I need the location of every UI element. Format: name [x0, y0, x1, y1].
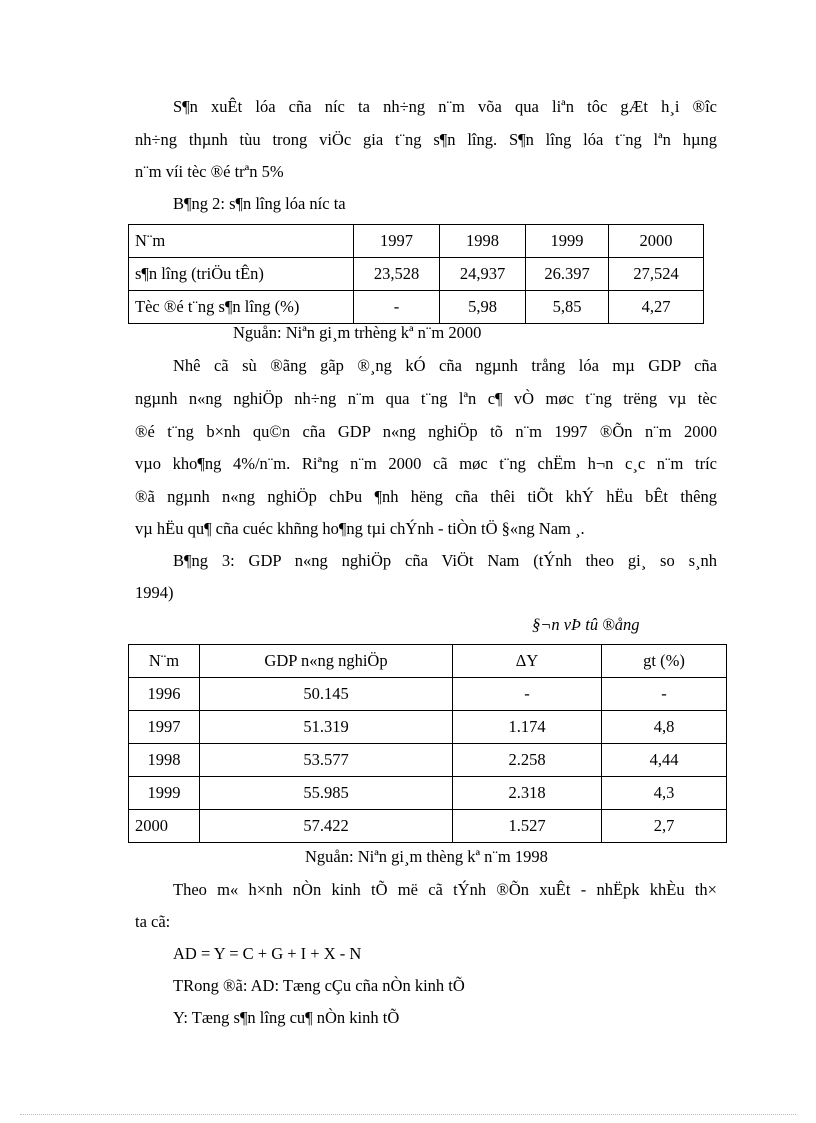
definition-y: Y: Tæng s¶n lîng cu¶ nÒn kinh tÕ — [173, 1008, 400, 1027]
para2-line1: Nhê cã sù ®ãng gãp ®¸ng kÓ cña ngµnh trång lóa mµ GDP cña — [173, 356, 717, 375]
table-cell: - — [453, 678, 602, 711]
table3-caption-line2: 1994) — [135, 583, 174, 602]
table-cell: 4,44 — [602, 744, 727, 777]
table-cell: 5,98 — [440, 291, 526, 324]
table-cell: 2000 — [609, 225, 704, 258]
table-cell: Tèc ®é t¨ng s¶n lîng (%) — [129, 291, 354, 324]
table-cell: s¶n lîng (triÖu tÊn) — [129, 258, 354, 291]
table-cell: GDP n«ng nghiÖp — [200, 645, 453, 678]
table-cell: 26.397 — [526, 258, 609, 291]
table-cell: 2.318 — [453, 777, 602, 810]
para3-line2: ta cã: — [135, 912, 171, 931]
table-cell: 1999 — [129, 777, 200, 810]
table-cell: 1998 — [440, 225, 526, 258]
table-cell: 50.145 — [200, 678, 453, 711]
table-cell: 1.174 — [453, 711, 602, 744]
table-row — [129, 258, 704, 291]
definition-ad: TRong ®ã: AD: Tæng cÇu cña nÒn kinh tÕ — [173, 976, 465, 995]
para1-line3: n¨m víi tèc ®é trªn 5% — [135, 162, 284, 181]
table-cell: 4,3 — [602, 777, 727, 810]
table-row — [129, 225, 704, 258]
table-cell: 27,524 — [609, 258, 704, 291]
para2-line3: ®é t¨ng b×nh qu©n cña GDP n«ng nghiÖp tõ n¨m 1997 ®Õn n¨m 2000 — [135, 422, 717, 441]
para2-line5: ®ã ngµnh n«ng nghiÖp chÞu ¶nh hëng cña thêi tiÕt khÝ hËu bÊt thêng — [135, 487, 717, 506]
table-cell: 1997 — [354, 225, 440, 258]
table-cell: 1997 — [129, 711, 200, 744]
para3-line1: Theo m« h×nh nÒn kinh tÕ më cã tÝnh ®Õn xuÊt - nhËpk khÈu th× — [173, 880, 717, 899]
table-cell: 53.577 — [200, 744, 453, 777]
table2 — [128, 224, 704, 324]
table3-source: Nguån: Niªn gi¸m thèng kª n¨m 1998 — [305, 847, 548, 866]
table-cell: N¨m — [129, 225, 354, 258]
table-cell: 55.985 — [200, 777, 453, 810]
table-row — [129, 291, 704, 324]
table-row — [129, 711, 727, 744]
page-bottom-divider — [20, 1114, 796, 1115]
table-cell: - — [354, 291, 440, 324]
table-cell: 23,528 — [354, 258, 440, 291]
table-cell: N¨m — [129, 645, 200, 678]
para1-line1: S¶n xuÊt lóa cña níc ta nh÷ng n¨m võa qua liªn tôc gÆt h¸i ®îc — [173, 97, 717, 116]
table-row — [129, 777, 727, 810]
table-cell: 1998 — [129, 744, 200, 777]
table-cell: 1.527 — [453, 810, 602, 843]
para2-line2: ngµnh n«ng nghiÖp nh÷ng n¨m qua t¨ng lªn c¶ vÒ møc t¨ng trëng vµ tèc — [135, 389, 717, 408]
table-cell: 2.258 — [453, 744, 602, 777]
table-row — [129, 744, 727, 777]
formula: AD = Y = C + G + I + X - N — [173, 944, 362, 963]
table-cell: 1996 — [129, 678, 200, 711]
table-cell: 5,85 — [526, 291, 609, 324]
table3-unit: §¬n vÞ tû ®ång — [532, 615, 640, 634]
table2-source: Nguån: Niªn gi¸m trhèng kª n¨m 2000 — [233, 323, 482, 342]
table-cell: 2,7 — [602, 810, 727, 843]
para2-line4: vµo kho¶ng 4%/n¨m. Riªng n¨m 2000 cã møc t¨ng chËm h¬n c¸c n¨m tríc — [135, 454, 717, 473]
table2-caption: B¶ng 2: s¶n lîng lóa níc ta — [173, 194, 346, 213]
table-cell: 4,8 — [602, 711, 727, 744]
para2-line6: vµ hËu qu¶ cña cuéc khñng ho¶ng tµi chÝnh - tiÒn tÖ §«ng Nam ¸. — [135, 519, 585, 538]
table-row — [129, 810, 727, 843]
table-cell: gt (%) — [602, 645, 727, 678]
table-cell: 51.319 — [200, 711, 453, 744]
table-row — [129, 678, 727, 711]
table-cell: ΔY — [453, 645, 602, 678]
table-row — [129, 645, 727, 678]
table3 — [128, 644, 727, 843]
para1-line2: nh÷ng thµnh tùu trong viÖc gia t¨ng s¶n lîng. S¶n lîng lóa t¨ng lªn hµng — [135, 130, 717, 149]
table-cell: 1999 — [526, 225, 609, 258]
table3-caption-line1: B¶ng 3: GDP n«ng nghiÖp cña ViÖt Nam (tÝnh theo gi¸ so s¸nh — [173, 551, 717, 570]
table-cell: 4,27 — [609, 291, 704, 324]
table-cell: 24,937 — [440, 258, 526, 291]
table-cell: 57.422 — [200, 810, 453, 843]
table-cell: 2000 — [129, 810, 200, 843]
table-cell: - — [602, 678, 727, 711]
